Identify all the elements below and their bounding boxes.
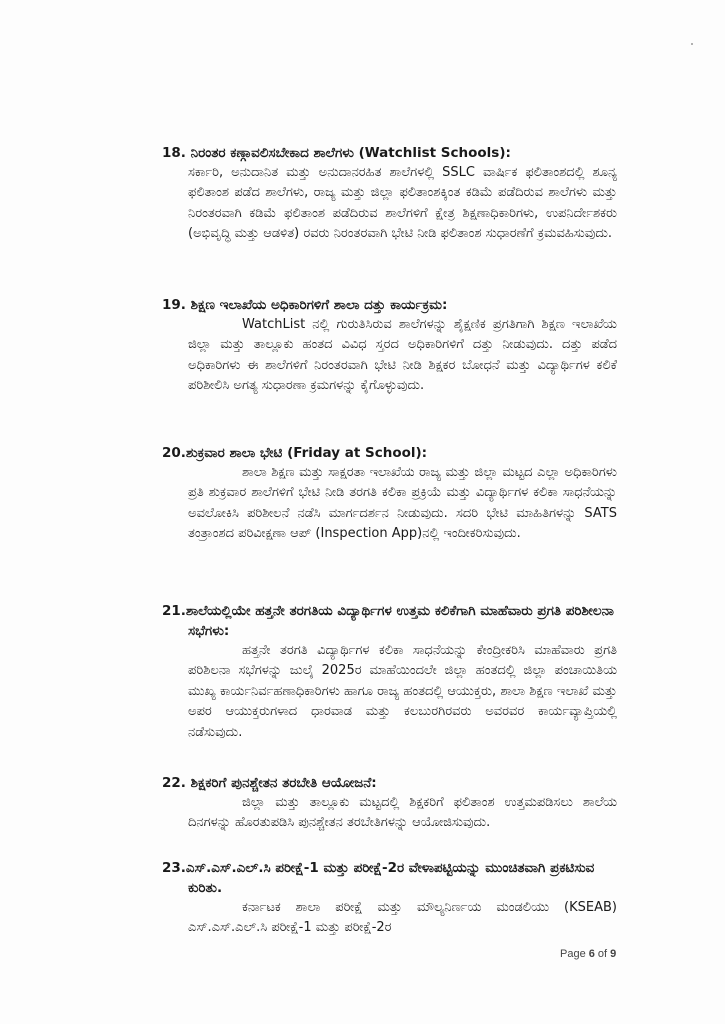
page-current: 6 [588, 948, 595, 960]
section-22 [162, 773, 617, 834]
section-heading [162, 858, 617, 898]
section-body-text: ಜಿಲ್ಲಾ ಮತ್ತು ತಾಲ್ಲೂಕು ಮಟ್ಟದಲ್ಲಿ ಶಿಕ್ಷಕರಿಗೆ ಫಲಿತಾಂಶ ಉತ್ತಮಪಡಿಸಲು ಶಾಲೆಯ ದಿನಗಳನ್ನು ಹೊರತುಪಡಿಸಿ ಪುನಶ್ಚೇತನ ತರಬೇತಿಗಳನ್ನು ಆಯೋಜಿಸುವುದು. [188, 795, 617, 831]
section-number: 20. [162, 445, 186, 461]
section-heading [162, 601, 617, 641]
section-21 [162, 601, 617, 743]
page-prefix: Page [560, 948, 589, 960]
section-body-text: ಕರ್ನಾಟಕ ಶಾಲಾ ಪರೀಕ್ಷೆ ಮತ್ತು ಮೌಲ್ಯನಿರ್ಣಯ ಮಂಡಲಿಯು (KSEAB) ಎಸ್.ಎಸ್.ಎಲ್.ಸಿ ಪರೀಕ್ಷೆ-1 ಮತ್ತು ಪರೀಕ್ಷೆ-2ರ [188, 900, 617, 936]
section-body-text: ಹತ್ತನೇ ತರಗತಿ ವಿದ್ಯಾರ್ಥಿಗಳ ಕಲಿಕಾ ಸಾಧನೆಯನ್ನು ಕೇಂದ್ರೀಕರಿಸಿ ಮಾಹೆವಾರು ಪ್ರಗತಿ ಪರಿಶಿಲನಾ ಸಭೆಗಳನ್ನು ಜುಲೈ 2025ರ ಮಾಹೆಯಿಂದಲೇ ಜಿಲ್ಲಾ ಹಂತದಲ್ಲಿ ಜಿಲ್ಲಾ ಪಂಚಾಯಿತಿಯ ಮುಖ್ಯ ಕಾರ್ಯನಿರ್ವಹಣಾಧಿಕಾರಿಗಳು ಹಾಗೂ ರಾಜ್ಯ ಹಂತದಲ್ಲಿ ಆಯುಕ್ತರು, ಶಾಲಾ ಶಿಕ್ಷಣ ಇಲಾಖೆ ಮತ್ತು ಅಪರ ಆಯುಕ್ತರುಗಳಾದ ಧಾರವಾಡ ಮತ್ತು ಕಲಬುರಗಿರವರು ಅವರವರ ಕಾರ್ಯವ್ಯಾಪ್ತಿಯಲ್ಲಿ ನಡೆಸುವುದು. [188, 643, 617, 740]
section-title: ನಿರಂತರ ಕಣ್ಗಾವಲಿಸಬೇಕಾದ ಶಾಲೆಗಳು (Watchlist Schools): [190, 145, 511, 161]
section-body [162, 641, 617, 743]
section-heading [162, 143, 617, 163]
section-number: 23. [162, 860, 186, 876]
section-heading [162, 443, 617, 463]
page-of: of [594, 948, 611, 960]
section-number: 19. [162, 297, 186, 313]
section-body [162, 463, 617, 545]
page-number [560, 948, 616, 960]
section-body [162, 793, 617, 834]
section-23 [162, 858, 617, 939]
section-number: 18. [162, 145, 186, 161]
section-title: ಶಾಲೆಯಲ್ಲಿಯೇ ಹತ್ತನೇ ತರಗತಿಯ ವಿದ್ಯಾರ್ಥಿಗಳ ಉತ್ತಮ ಕಲಿಕೆಗಾಗಿ ಮಾಹೆವಾರು ಪ್ರಗತಿ ಪರಿಶೀಲನಾ ಸಭೆಗಳು: [185, 603, 614, 639]
section-body: ಸರ್ಕಾರಿ, ಅನುದಾನಿತ ಮತ್ತು ಅನುದಾನರಹಿತ ಶಾಲೆಗಳಲ್ಲಿ SSLC ವಾರ್ಷಿಕ ಫಲಿತಾಂಶದಲ್ಲಿ ಶೂನ್ಯ ಫಲಿತಾಂಶ ಪಡೆದ ಶಾಲೆಗಳು, ರಾಜ್ಯ ಮತ್ತು ಜಿಲ್ಲಾ ಫಲಿತಾಂಶಕ್ಕಿಂತ ಕಡಿಮೆ ಪಡೆದಿರುವ ಶಾಲೆಗಳು ಮತ್ತು ನಿರಂತರವಾಗಿ ಕಡಿಮೆ ಫಲಿತಾಂಶ ಪಡೆದಿರುವ ಶಾಲೆಗಳಿಗೆ ಕ್ಷೇತ್ರ ಶಿಕ್ಷಣಾಧಿಕಾರಿಗಳು, ಉಪನಿರ್ದೇಶಕರು (ಅಭಿವೃದ್ಧಿ ಮತ್ತು ಆಡಳಿತ) ರವರು ನಿರಂತರವಾಗಿ ಭೇಟಿ ನೀಡಿ ಫಲಿತಾಂಶ ಸುಧಾರಣೆಗೆ ಕ್ರಮವಹಿಸುವುದು. [188, 165, 617, 242]
section-body-text: ಶಾಲಾ ಶಿಕ್ಷಣ ಮತ್ತು ಸಾಕ್ಷರತಾ ಇಲಾಖೆಯ ರಾಜ್ಯ ಮತ್ತು ಜಿಲ್ಲಾ ಮಟ್ಟದ ಎಲ್ಲಾ ಅಧಿಕಾರಿಗಳು ಪ್ರತಿ ಶುಕ್ರವಾರ ಶಾಲೆಗಳಿಗೆ ಭೇಟಿ ನೀಡಿ ತರಗತಿ ಕಲಿಕಾ ಪ್ರಕ್ರಿಯೆ ಮತ್ತು ವಿದ್ಯಾರ್ಥಿಗಳ ಕಲಿಕಾ ಸಾಧನೆಯನ್ನು ಅವಲೋಕಿಸಿ ಪರಿಶೀಲನೆ ನಡೆಸಿ ಮಾರ್ಗದರ್ಶನ ನೀಡುವುದು. ಸದರಿ ಭೇಟಿ ಮಾಹಿತಿಗಳನ್ನು SATS ತಂತ್ರಾಂಶದ ಪರಿವೀಕ್ಷಣಾ ಆಪ್ (Inspection App)ನಲ್ಲಿ ಇಂದೀಕರಿಸುವುದು. [188, 465, 617, 542]
section-title: ಎಸ್.ಎಸ್.ಎಲ್.ಸಿ ಪರೀಕ್ಷೆ-1 ಮತ್ತು ಪರೀಕ್ಷೆ-2ರ ವೇಳಾಪಟ್ಟಿಯನ್ನು ಮುಂಚಿತವಾಗಿ ಪ್ರಕಟಿಸುವ ಕುರಿತು. [185, 860, 595, 896]
page-total: 9 [610, 948, 617, 960]
section-body [162, 898, 617, 939]
section-heading [162, 295, 617, 315]
section-title: ಶಿಕ್ಷಕರಿಗೆ ಪುನಶ್ಚೇತನ ತರಬೇತಿ ಆಯೋಜನೆ: [190, 775, 377, 791]
section-heading [162, 773, 617, 793]
section-20 [162, 443, 617, 545]
section-body-text: WatchList ನಲ್ಲಿ ಗುರುತಿಸಿರುವ ಶಾಲೆಗಳನ್ನು ಶೈಕ್ಷಣಿಕ ಪ್ರಗತಿಗಾಗಿ ಶಿಕ್ಷಣ ಇಲಾಖೆಯ ಜಿಲ್ಲಾ ಮತ್ತು ತಾಲ್ಲೂಕು ಹಂತದ ವಿವಿಧ ಸ್ತರದ ಅಧಿಕಾರಿಗಳಿಗೆ ದತ್ತು ನೀಡುವುದು. ದತ್ತು ಪಡೆದ ಅಧಿಕಾರಿಗಳು ಈ ಶಾಲೆಗಳಿಗೆ ನಿರಂತರವಾಗಿ ಭೇಟಿ ನೀಡಿ ಶಿಕ್ಷಕರ ಬೋಧನೆ ಮತ್ತು ವಿದ್ಯಾರ್ಥಿಗಳ ಕಲಿಕೆ ಪರಿಶೀಲಿಸಿ ಅಗತ್ಯ ಸುಧಾರಣಾ ಕ್ರಮಗಳನ್ನು ಕೈಗೊಳ್ಳುವುದು. [188, 317, 617, 394]
section-number: 21. [162, 603, 186, 619]
scan-speck [691, 43, 693, 45]
section-title: ಶುಕ್ರವಾರ ಶಾಲಾ ಭೇಟಿ (Friday at School): [185, 445, 428, 461]
section-title: ಶಿಕ್ಷಣ ಇಲಾಖೆಯ ಅಧಿಕಾರಿಗಳಿಗೆ ಶಾಲಾ ದತ್ತು ಕಾರ್ಯಕ್ರಮ: [190, 297, 448, 313]
section-body [162, 315, 617, 397]
section-number: 22. [162, 775, 186, 791]
section-18 [162, 143, 617, 245]
section-19 [162, 295, 617, 397]
